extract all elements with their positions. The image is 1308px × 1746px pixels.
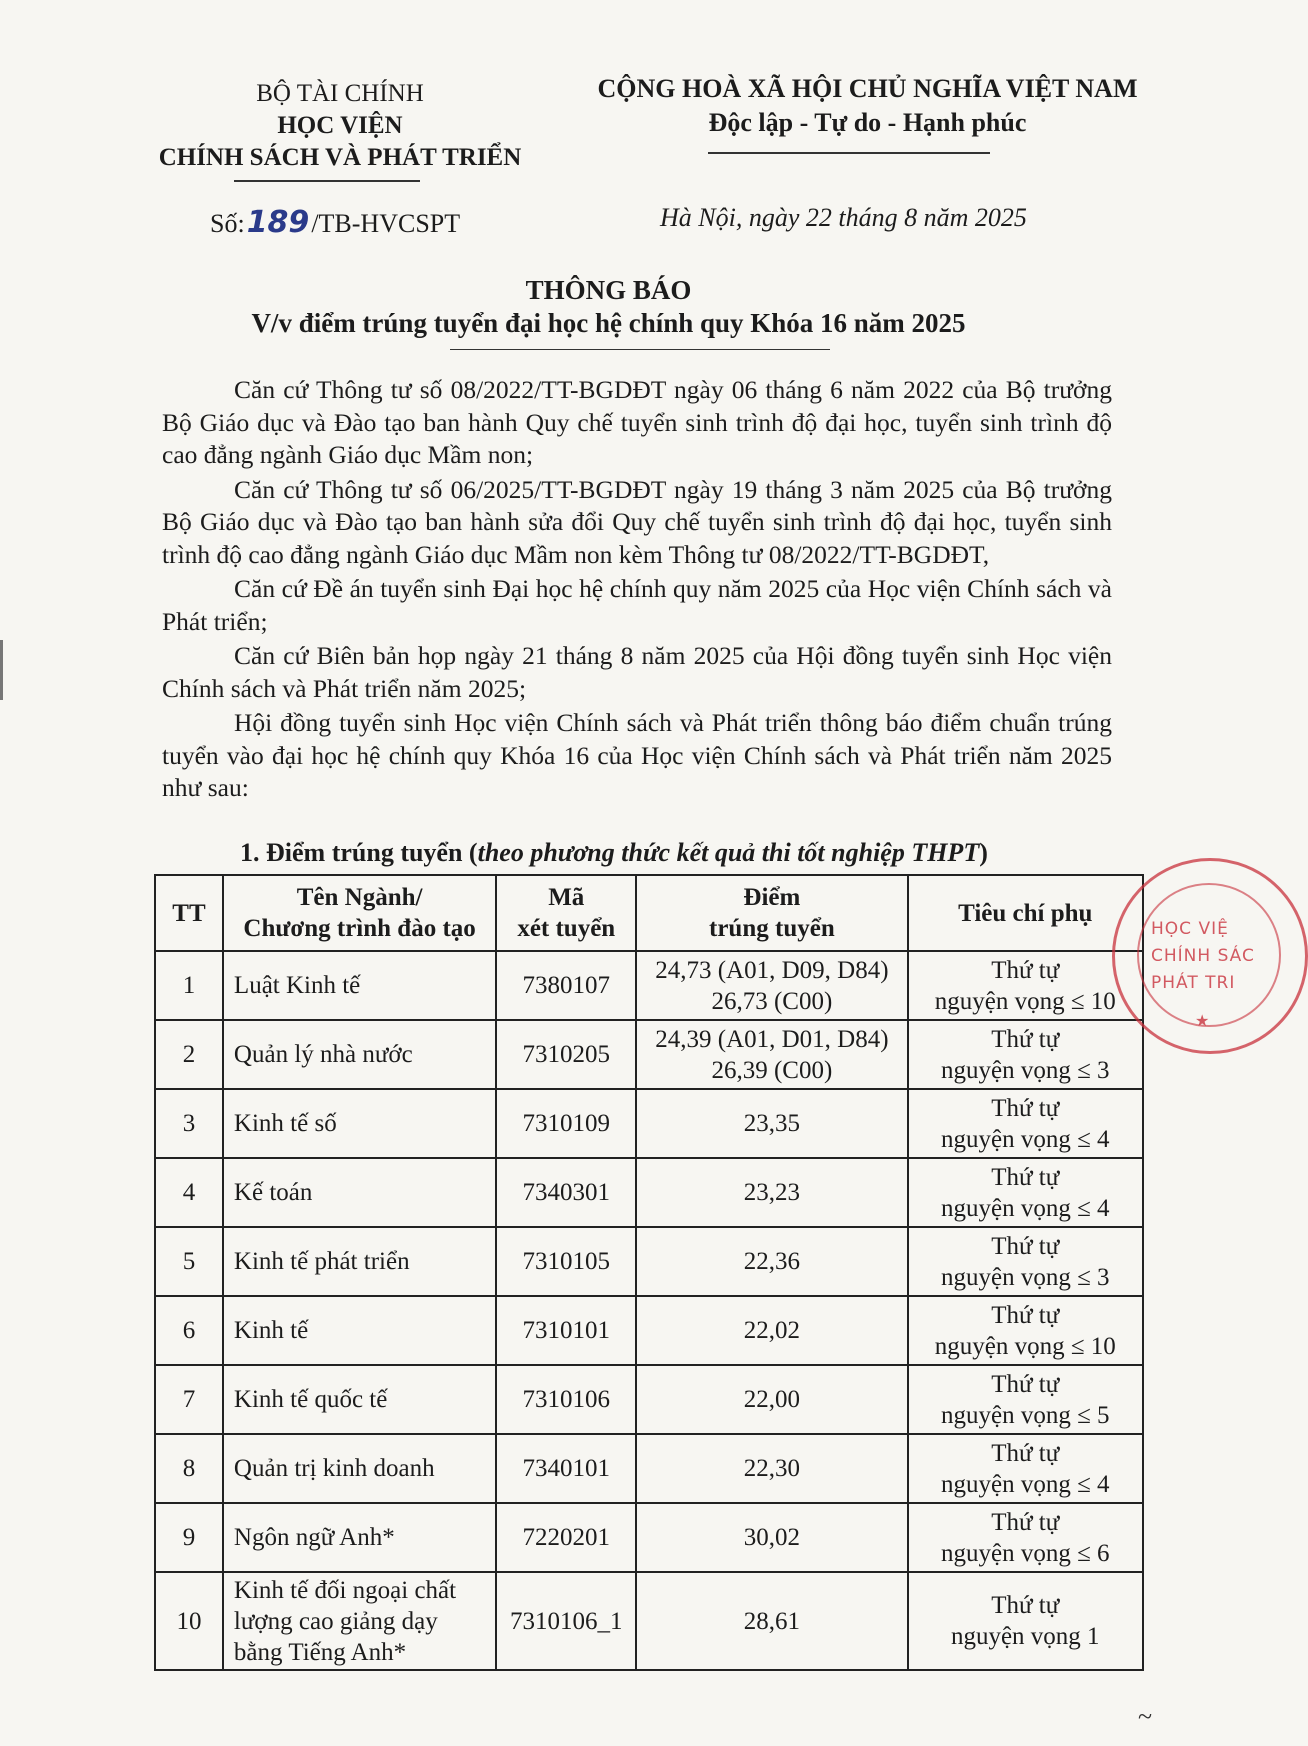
- document-number: [210, 205, 460, 240]
- cell-criteria-line: nguyện vọng ≤ 4: [940, 1125, 1110, 1153]
- header-score: [636, 875, 907, 951]
- cell-code: 7310109: [496, 1089, 636, 1158]
- cell-score: [636, 1158, 907, 1227]
- cell-program: [223, 1572, 496, 1670]
- scan-edge-mark: [0, 640, 3, 700]
- cell-criteria: [908, 1503, 1143, 1572]
- table-row: [155, 1572, 1143, 1670]
- cell-criteria-line: Thứ tự: [991, 956, 1060, 984]
- cell-criteria-line: nguyện vọng ≤ 10: [934, 1332, 1116, 1360]
- table-row: [155, 1503, 1143, 1572]
- cell-code: 7310205: [496, 1020, 636, 1089]
- header-code-line1: Mã: [548, 884, 585, 911]
- table-body: [155, 951, 1143, 1670]
- country-name: CỘNG HOÀ XÃ HỘI CHỦ NGHĨA VIỆT NAM: [597, 74, 1138, 103]
- cell-score-line: 22,36: [743, 1248, 800, 1275]
- header-program-line1: Tên Ngành/: [296, 884, 423, 911]
- table-row: [155, 1227, 1143, 1296]
- cell-criteria-line: nguyện vọng ≤ 4: [940, 1194, 1110, 1222]
- cell-tt: 5: [155, 1227, 223, 1296]
- cell-program-line: Luật Kinh tế: [233, 972, 361, 999]
- cell-score-line: 24,39 (A01, D01, D84): [655, 1025, 889, 1053]
- header-criteria: Tiêu chí phụ: [908, 875, 1143, 951]
- table-row: [155, 1365, 1143, 1434]
- cell-score: [636, 1572, 907, 1670]
- official-seal: [1112, 858, 1308, 1054]
- cell-score-line: 26,39 (C00): [711, 1056, 833, 1084]
- paragraph: Hội đồng tuyển sinh Học viện Chính sách và Phát triển thông báo điểm chuẩn trúng tuyển vào đại học hệ chính quy Khóa 16 của Học viện Chính sách và Phát triển năm 2025 như sau:: [162, 708, 1112, 802]
- table-row: [155, 1089, 1143, 1158]
- cell-criteria-line: Thứ tự: [991, 1370, 1060, 1398]
- cell-criteria-line: Thứ tự: [991, 1301, 1060, 1329]
- table-row: [155, 951, 1143, 1020]
- cell-criteria: [908, 1572, 1143, 1670]
- document-title: THÔNG BÁO: [525, 275, 692, 305]
- cell-criteria-line: Thứ tự: [991, 1163, 1060, 1191]
- section-method: theo phương thức kết quả thi tốt nghiệp THPT: [477, 838, 980, 867]
- cell-criteria-line: nguyện vọng 1: [950, 1623, 1100, 1650]
- cell-score-line: 30,02: [743, 1524, 800, 1551]
- cell-criteria: [908, 1434, 1143, 1503]
- cell-score: [636, 1227, 907, 1296]
- cell-score-line: 24,73 (A01, D09, D84): [655, 956, 889, 984]
- seal-star-icon: ★: [1195, 1011, 1210, 1030]
- cell-score: [636, 1089, 907, 1158]
- cell-criteria: [908, 1158, 1143, 1227]
- seal-text: PHÁT TRI: [1151, 973, 1236, 993]
- cell-score: [636, 1434, 907, 1503]
- cell-code: 7340301: [496, 1158, 636, 1227]
- cell-tt: 9: [155, 1503, 223, 1572]
- cell-program-line: Kinh tế: [233, 1317, 309, 1344]
- cell-code: 7220201: [496, 1503, 636, 1572]
- motto: Độc lập - Tự do - Hạnh phúc: [708, 108, 1027, 137]
- cell-code: 7310101: [496, 1296, 636, 1365]
- cell-criteria-line: nguyện vọng ≤ 3: [940, 1263, 1110, 1291]
- seal-text: CHÍNH SÁC: [1151, 946, 1255, 966]
- cell-tt: 3: [155, 1089, 223, 1158]
- cell-code: 7310106_1: [496, 1572, 636, 1670]
- cell-code: 7340101: [496, 1434, 636, 1503]
- cell-tt: 2: [155, 1020, 223, 1089]
- cell-criteria: [908, 1365, 1143, 1434]
- cell-criteria-line: nguyện vọng ≤ 6: [940, 1539, 1110, 1567]
- institute-name-line2: CHÍNH SÁCH VÀ PHÁT TRIỂN: [158, 144, 522, 171]
- cell-program-line: Kinh tế số: [233, 1110, 337, 1137]
- header-program: [223, 875, 496, 951]
- national-motto-block: [575, 72, 1160, 140]
- table-row: [155, 1296, 1143, 1365]
- cell-criteria: [908, 1089, 1143, 1158]
- cell-program-line: Kinh tế quốc tế: [233, 1386, 388, 1413]
- number-suffix: /TB-HVCSPT: [311, 209, 461, 238]
- cell-program: [223, 1503, 496, 1572]
- table-header-row: [155, 875, 1143, 951]
- section-close: ): [979, 838, 988, 867]
- cell-program-line: Kinh tế đối ngoại chất: [233, 1576, 457, 1604]
- cell-criteria-line: Thứ tự: [991, 1592, 1060, 1619]
- cell-criteria-line: Thứ tự: [991, 1439, 1060, 1467]
- cell-criteria-line: Thứ tự: [991, 1508, 1060, 1536]
- cell-program: [223, 1227, 496, 1296]
- table-row: [155, 1020, 1143, 1089]
- ministry-name: BỘ TÀI CHÍNH: [256, 80, 424, 107]
- paragraph: Căn cứ Thông tư số 06/2025/TT-BGDĐT ngày 19 tháng 3 năm 2025 của Bộ trưởng Bộ Giáo dục và Đào tạo ban hành sửa đổi Quy chế tuyển sinh trình độ đại học, tuyển sinh trình độ cao đẳng ngành Giáo dục Mầm non kèm Thông tư 08/2022/TT-BGDĐT,: [162, 474, 1112, 569]
- cell-program: [223, 1365, 496, 1434]
- cell-program-line: lượng cao giảng dạy: [233, 1607, 438, 1635]
- cell-score-line: 22,30: [743, 1455, 800, 1482]
- seal-text: HỌC VIỆ: [1151, 919, 1229, 939]
- cell-program-line: Kế toán: [233, 1179, 313, 1206]
- institute-name-line1: HỌC VIỆN: [277, 112, 403, 139]
- cell-criteria-line: Thứ tự: [991, 1094, 1060, 1122]
- cell-tt: 7: [155, 1365, 223, 1434]
- motto-underline: [708, 152, 990, 154]
- cell-criteria-line: nguyện vọng ≤ 5: [940, 1401, 1110, 1429]
- cell-program-line: Kinh tế phát triển: [233, 1248, 410, 1275]
- cell-score: [636, 1503, 907, 1572]
- cell-score-line: 26,73 (C00): [711, 987, 833, 1015]
- paragraph: Căn cứ Thông tư số 08/2022/TT-BGDĐT ngày 06 tháng 6 năm 2022 của Bộ trưởng Bộ Giáo dục và Đào tạo ban hành Quy chế tuyển sinh trình độ đại học, tuyển sinh trình độ cao đẳng ngành Giáo dục Mầm non;: [162, 375, 1112, 469]
- cell-program: [223, 1434, 496, 1503]
- header-score-line2: trúng tuyển: [709, 915, 835, 942]
- cell-score: [636, 1365, 907, 1434]
- cell-criteria-line: Thứ tự: [991, 1025, 1060, 1053]
- cell-score-line: 23,23: [743, 1179, 800, 1206]
- cell-score: [636, 1296, 907, 1365]
- cell-score-line: 22,02: [743, 1317, 800, 1344]
- cell-criteria-line: nguyện vọng ≤ 3: [940, 1056, 1110, 1084]
- issuer-block: [140, 78, 540, 174]
- cell-criteria: [908, 1020, 1143, 1089]
- header-program-line2: Chương trình đào tạo: [243, 915, 476, 942]
- document-date: Hà Nội, ngày 22 tháng 8 năm 2025: [660, 203, 1027, 232]
- cell-program: [223, 1158, 496, 1227]
- cell-criteria-line: nguyện vọng ≤ 4: [940, 1470, 1110, 1498]
- section-label: 1. Điểm trúng tuyển (: [240, 838, 478, 867]
- number-handwritten: 189: [246, 205, 310, 240]
- cell-program: [223, 951, 496, 1020]
- page-continuation-mark: ~: [1138, 1702, 1153, 1731]
- cell-score-line: 22,00: [743, 1386, 800, 1413]
- paragraph: Căn cứ Biên bản họp ngày 21 tháng 8 năm 2025 của Hội đồng tuyển sinh Học viện Chính sách và Phát triển năm 2025;: [162, 641, 1112, 703]
- cell-criteria: [908, 951, 1143, 1020]
- cell-code: 7380107: [496, 951, 636, 1020]
- cell-program-line: Quản lý nhà nước: [233, 1041, 413, 1068]
- cell-program-line: Quản trị kinh doanh: [233, 1455, 435, 1482]
- document-body: [162, 374, 1112, 807]
- cell-program-line: Ngôn ngữ Anh*: [233, 1524, 395, 1551]
- header-tt: TT: [155, 875, 223, 951]
- cell-score-line: 28,61: [743, 1607, 800, 1635]
- cell-tt: 10: [155, 1572, 223, 1670]
- cell-criteria: [908, 1296, 1143, 1365]
- cell-criteria: [908, 1227, 1143, 1296]
- issuer-underline: [234, 180, 420, 182]
- admission-scores-table: [154, 874, 1144, 1671]
- section-heading: [240, 838, 988, 868]
- cell-program: [223, 1089, 496, 1158]
- cell-criteria-line: nguyện vọng ≤ 10: [934, 987, 1116, 1015]
- cell-score-line: 23,35: [743, 1110, 800, 1137]
- number-prefix: Số:: [210, 209, 245, 238]
- cell-program: [223, 1020, 496, 1089]
- cell-tt: 1: [155, 951, 223, 1020]
- cell-program-line: bằng Tiếng Anh*: [233, 1638, 407, 1666]
- subject-underline: [450, 349, 830, 350]
- cell-program: [223, 1296, 496, 1365]
- table-row: [155, 1434, 1143, 1503]
- cell-score: [636, 951, 907, 1020]
- header-score-line1: Điểm: [743, 884, 801, 911]
- paragraph: Căn cứ Đề án tuyển sinh Đại học hệ chính quy năm 2025 của Học viện Chính sách và Phát triển;: [162, 574, 1112, 636]
- header-code-line2: xét tuyển: [517, 915, 616, 942]
- document-subject: V/v điểm trúng tuyển đại học hệ chính quy Khóa 16 năm 2025: [251, 308, 966, 338]
- cell-criteria-line: Thứ tự: [991, 1232, 1060, 1260]
- cell-tt: 4: [155, 1158, 223, 1227]
- header-code: [496, 875, 636, 951]
- cell-tt: 8: [155, 1434, 223, 1503]
- cell-code: 7310105: [496, 1227, 636, 1296]
- cell-code: 7310106: [496, 1365, 636, 1434]
- cell-tt: 6: [155, 1296, 223, 1365]
- cell-score: [636, 1020, 907, 1089]
- table-row: [155, 1158, 1143, 1227]
